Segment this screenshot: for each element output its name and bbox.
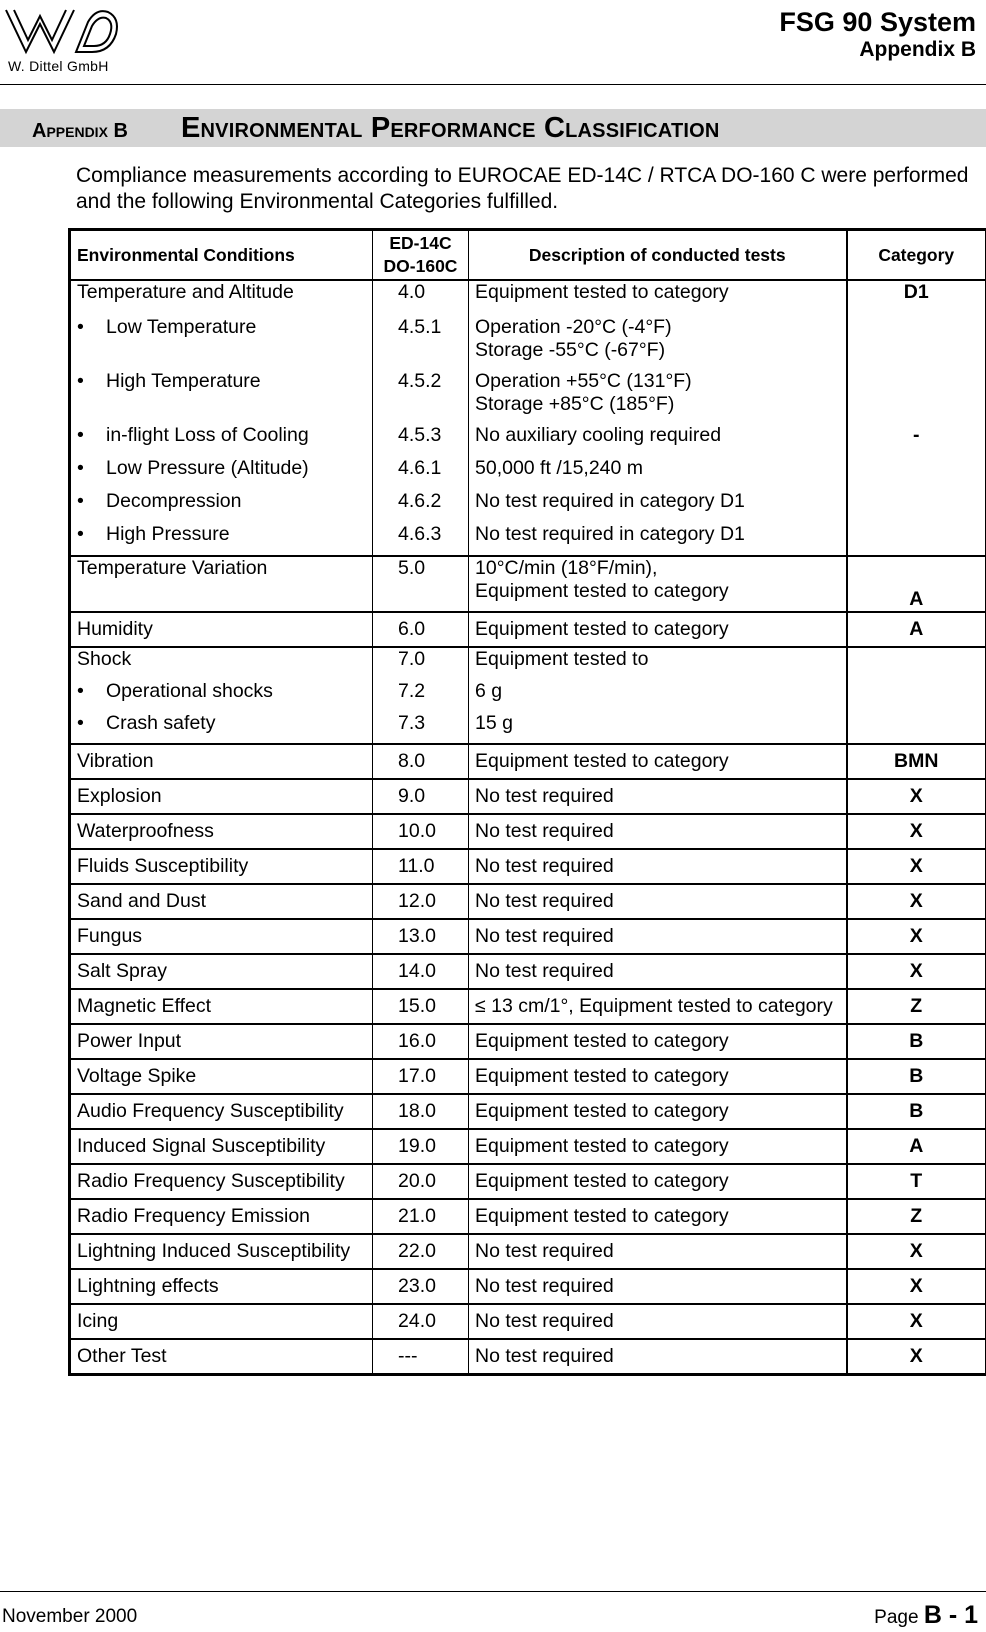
condition-cell xyxy=(70,680,373,712)
description-cell: Equipment tested to category xyxy=(469,1094,847,1129)
description-cell xyxy=(469,556,847,612)
header-category: Category xyxy=(847,230,986,281)
footer-date: November 2000 xyxy=(2,1606,138,1627)
category-cell: A xyxy=(847,556,986,612)
section-cell: 4.5.2 xyxy=(373,370,469,424)
table-row xyxy=(70,954,986,989)
description-cell: Equipment tested to category xyxy=(469,280,847,316)
category-cell: A xyxy=(847,1129,986,1164)
description-cell: 6 g xyxy=(469,680,847,712)
condition-cell xyxy=(70,457,373,490)
section-cell: 10.0 xyxy=(373,814,469,849)
description-cell: No test required xyxy=(469,919,847,954)
condition-cell: Humidity xyxy=(70,612,373,647)
bullet-label: • High Pressure xyxy=(77,523,230,545)
table-row xyxy=(70,989,986,1024)
description-cell: No test required xyxy=(469,849,847,884)
category-cell: X xyxy=(847,1304,986,1339)
description-line: 10°C/min (18°F/min), xyxy=(475,557,658,579)
company-logo xyxy=(4,2,122,76)
footer-divider xyxy=(0,1591,986,1592)
table-row xyxy=(70,523,986,556)
description-line: Storage +85°C (185°F) xyxy=(475,393,675,415)
section-cell: 18.0 xyxy=(373,1094,469,1129)
table-row xyxy=(70,680,986,712)
condition-cell: Sand and Dust xyxy=(70,884,373,919)
condition-cell: Lightning effects xyxy=(70,1269,373,1304)
section-cell: 22.0 xyxy=(373,1234,469,1269)
header-conditions: Environmental Conditions xyxy=(70,230,373,281)
table-row xyxy=(70,424,986,457)
category-cell xyxy=(847,712,986,744)
table-row xyxy=(70,612,986,647)
document-title: FSG 90 System xyxy=(779,7,976,37)
table-row xyxy=(70,1304,986,1339)
category-cell: - xyxy=(847,424,986,457)
table-row xyxy=(70,556,986,612)
section-cell: 7.2 xyxy=(373,680,469,712)
description-cell: Equipment tested to category xyxy=(469,612,847,647)
description-cell: Equipment tested to category xyxy=(469,1059,847,1094)
description-cell: Equipment tested to category xyxy=(469,1199,847,1234)
section-cell: 13.0 xyxy=(373,919,469,954)
section-cell: 24.0 xyxy=(373,1304,469,1339)
section-cell: 7.3 xyxy=(373,712,469,744)
description-cell xyxy=(469,370,847,424)
table-row xyxy=(70,919,986,954)
footer-page xyxy=(874,1601,978,1630)
bullet-label: • Low Temperature xyxy=(77,316,256,338)
condition-cell: Explosion xyxy=(70,779,373,814)
section-cell: 8.0 xyxy=(373,744,469,779)
bullet-label: • Crash safety xyxy=(77,712,215,734)
description-cell: No test required xyxy=(469,1269,847,1304)
section-cell: 16.0 xyxy=(373,1024,469,1059)
header-divider xyxy=(0,84,986,85)
table-row xyxy=(70,1094,986,1129)
category-cell: T xyxy=(847,1164,986,1199)
section-cell: 7.0 xyxy=(373,647,469,680)
table-row xyxy=(70,884,986,919)
table-row xyxy=(70,1129,986,1164)
logo-mark-icon xyxy=(4,2,122,58)
condition-cell: Salt Spray xyxy=(70,954,373,989)
section-cell: 4.6.1 xyxy=(373,457,469,490)
category-cell: X xyxy=(847,1339,986,1375)
table-row xyxy=(70,1024,986,1059)
table-row xyxy=(70,457,986,490)
category-cell: BMN xyxy=(847,744,986,779)
page-number: B - 1 xyxy=(923,1601,978,1629)
condition-cell: Shock xyxy=(70,647,373,680)
table-row xyxy=(70,1339,986,1375)
category-cell: X xyxy=(847,884,986,919)
category-cell: X xyxy=(847,849,986,884)
section-cell: --- xyxy=(373,1339,469,1375)
section-cell: 14.0 xyxy=(373,954,469,989)
condition-cell: Temperature Variation xyxy=(70,556,373,612)
description-cell: No test required xyxy=(469,884,847,919)
bullet-label: • High Temperature xyxy=(77,370,261,392)
table-row xyxy=(70,316,986,370)
table-row xyxy=(70,1269,986,1304)
section-cell: 17.0 xyxy=(373,1059,469,1094)
table-row xyxy=(70,814,986,849)
description-cell: Equipment tested to category xyxy=(469,744,847,779)
condition-cell: Magnetic Effect xyxy=(70,989,373,1024)
description-cell: No test required xyxy=(469,1339,847,1375)
section-title: Environmental Performance Classification xyxy=(181,112,720,144)
category-cell xyxy=(847,523,986,556)
description-cell: No test required xyxy=(469,779,847,814)
condition-cell xyxy=(70,424,373,457)
category-cell xyxy=(847,316,986,370)
bullet-label: • Low Pressure (Altitude) xyxy=(77,457,309,479)
bullet-label: • Operational shocks xyxy=(77,680,273,702)
table-row xyxy=(70,370,986,424)
category-cell: X xyxy=(847,954,986,989)
category-cell: B xyxy=(847,1094,986,1129)
intro-paragraph: Compliance measurements according to EUROCAE ED-14C / RTCA DO-160 C were performed and the following Environmental Categories fulfilled. xyxy=(76,164,969,213)
condition-cell: Waterproofness xyxy=(70,814,373,849)
section-cell: 4.5.1 xyxy=(373,316,469,370)
table-row xyxy=(70,849,986,884)
category-cell: X xyxy=(847,919,986,954)
category-cell xyxy=(847,680,986,712)
category-cell: D1 xyxy=(847,280,986,316)
section-cell: 4.6.3 xyxy=(373,523,469,556)
section-cell: 21.0 xyxy=(373,1199,469,1234)
description-cell: No test required in category D1 xyxy=(469,490,847,523)
description-line: Operation +55°C (131°F) xyxy=(475,370,692,392)
condition-cell: Power Input xyxy=(70,1024,373,1059)
category-cell: Z xyxy=(847,989,986,1024)
section-cell: 9.0 xyxy=(373,779,469,814)
condition-cell: Temperature and Altitude xyxy=(70,280,373,316)
category-cell: X xyxy=(847,779,986,814)
table-row xyxy=(70,1164,986,1199)
section-cell: 4.6.2 xyxy=(373,490,469,523)
section-cell: 15.0 xyxy=(373,989,469,1024)
table-header-row xyxy=(70,230,986,281)
description-cell: Equipment tested to category xyxy=(469,1164,847,1199)
description-cell: No test required in category D1 xyxy=(469,523,847,556)
condition-cell: Lightning Induced Susceptibility xyxy=(70,1234,373,1269)
table-row xyxy=(70,744,986,779)
condition-cell: Icing xyxy=(70,1304,373,1339)
description-cell: No auxiliary cooling required xyxy=(469,424,847,457)
category-cell: Z xyxy=(847,1199,986,1234)
condition-cell: Audio Frequency Susceptibility xyxy=(70,1094,373,1129)
table-row xyxy=(70,280,986,316)
table-row xyxy=(70,490,986,523)
section-cell: 20.0 xyxy=(373,1164,469,1199)
description-cell: No test required xyxy=(469,954,847,989)
document-subtitle: Appendix B xyxy=(859,38,976,61)
description-cell: Equipment tested to category xyxy=(469,1129,847,1164)
category-cell xyxy=(847,370,986,424)
description-cell: 50,000 ft /15,240 m xyxy=(469,457,847,490)
section-cell: 12.0 xyxy=(373,884,469,919)
category-cell: X xyxy=(847,1269,986,1304)
page-label: Page xyxy=(874,1607,919,1628)
condition-cell: Other Test xyxy=(70,1339,373,1375)
description-cell: No test required xyxy=(469,1234,847,1269)
condition-cell: Voltage Spike xyxy=(70,1059,373,1094)
description-cell: 15 g xyxy=(469,712,847,744)
description-line: Equipment tested to category xyxy=(475,580,729,602)
header-description: Description of conducted tests xyxy=(469,230,847,281)
section-banner xyxy=(0,109,986,147)
table-row xyxy=(70,647,986,680)
condition-cell: Vibration xyxy=(70,744,373,779)
company-name: W. Dittel GmbH xyxy=(8,58,109,74)
description-line: Storage -55°C (-67°F) xyxy=(475,339,666,361)
section-cell: 6.0 xyxy=(373,612,469,647)
header-standard-ed: ED-14C xyxy=(389,233,452,253)
condition-cell: Fungus xyxy=(70,919,373,954)
condition-cell: Fluids Susceptibility xyxy=(70,849,373,884)
condition-cell xyxy=(70,316,373,370)
category-cell xyxy=(847,647,986,680)
table-row xyxy=(70,1059,986,1094)
document-header xyxy=(779,6,976,62)
condition-cell: Radio Frequency Susceptibility xyxy=(70,1164,373,1199)
section-cell: 4.5.3 xyxy=(373,424,469,457)
condition-cell: Radio Frequency Emission xyxy=(70,1199,373,1234)
description-cell: No test required xyxy=(469,1304,847,1339)
environmental-table xyxy=(68,228,986,1376)
description-cell: Equipment tested to xyxy=(469,647,847,680)
bullet-label: • Decompression xyxy=(77,490,241,512)
section-cell: 19.0 xyxy=(373,1129,469,1164)
description-cell: No test required xyxy=(469,814,847,849)
category-cell xyxy=(847,490,986,523)
section-cell: 11.0 xyxy=(373,849,469,884)
category-cell: X xyxy=(847,814,986,849)
table-row xyxy=(70,1234,986,1269)
condition-cell xyxy=(70,523,373,556)
description-cell: Equipment tested to category xyxy=(469,1024,847,1059)
section-cell: 5.0 xyxy=(373,556,469,612)
description-cell: ≤ 13 cm/1°, Equipment tested to category xyxy=(469,989,847,1024)
category-cell: X xyxy=(847,1234,986,1269)
condition-cell xyxy=(70,370,373,424)
condition-cell xyxy=(70,490,373,523)
table-row xyxy=(70,1199,986,1234)
description-cell xyxy=(469,316,847,370)
description-line: Operation -20°C (-4°F) xyxy=(475,316,672,338)
condition-cell: Induced Signal Susceptibility xyxy=(70,1129,373,1164)
table-row xyxy=(70,779,986,814)
header-standard xyxy=(373,230,469,281)
condition-cell xyxy=(70,712,373,744)
category-cell: B xyxy=(847,1024,986,1059)
section-cell: 4.0 xyxy=(373,280,469,316)
bullet-label: • in-flight Loss of Cooling xyxy=(77,424,309,446)
table-row xyxy=(70,712,986,744)
appendix-label: Appendix B xyxy=(32,120,128,142)
category-cell: A xyxy=(847,612,986,647)
section-cell: 23.0 xyxy=(373,1269,469,1304)
category-cell xyxy=(847,457,986,490)
category-cell: B xyxy=(847,1059,986,1094)
header-standard-do: DO-160C xyxy=(383,256,458,276)
